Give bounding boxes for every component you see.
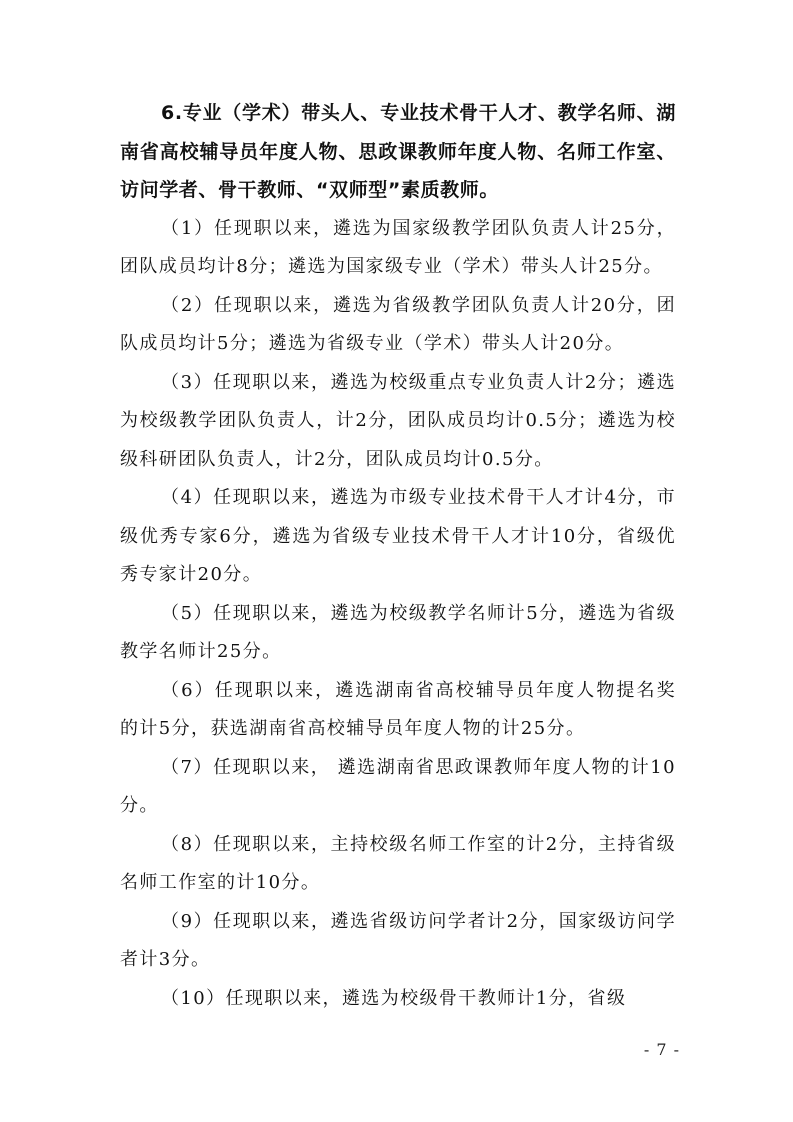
page-number: - 7 -	[643, 1040, 680, 1059]
paragraph-item-2: （2）任现职以来，遴选为省级教学团队负责人计20分，团队成员均计5分；遴选为省级专业（学术）带头人计20分。	[120, 294, 676, 354]
paragraph-item-7: （7）任现职以来， 遴选湖南省思政课教师年度人物的计10分。	[120, 756, 676, 816]
paragraph-item-8: （8）任现职以来，主持校级名师工作室的计2分，主持省级名师工作室的计10分。	[120, 833, 676, 893]
paragraph-item-3: （3）任现职以来，遴选为校级重点专业负责人计2分；遴选为校级教学团队负责人，计2分，团队成员均计0.5分；遴选为校级科研团队负责人，计2分，团队成员均计0.5分。	[120, 371, 676, 470]
paragraph-item-4: （4）任现职以来，遴选为市级专业技术骨干人才计4分，市级优秀专家6分，遴选为省级专业技术骨干人才计10分，省级优秀专家计20分。	[120, 487, 676, 585]
document-body	[120, 94, 676, 1018]
paragraph-item-5: （5）任现职以来，遴选为校级教学名师计5分，遴选为省级教学名师计25分。	[120, 602, 676, 662]
paragraph-item-6: （6）任现职以来，遴选湖南省高校辅导员年度人物提名奖的计5分，获选湖南省高校辅导员年度人物的计25分。	[120, 679, 676, 739]
paragraph-item-9: （9）任现职以来，遴选省级访问学者计2分，国家级访问学者计3分。	[120, 910, 676, 970]
paragraph-item-10: （10）任现职以来，遴选为校级骨干教师计1分，省级	[161, 987, 627, 1009]
section-heading: 6.专业（学术）带头人、专业技术骨干人才、教学名师、湖南省高校辅导员年度人物、思政课教师年度人物、名师工作室、访问学者、骨干教师、“双师型”素质教师。	[120, 102, 676, 201]
paragraph-item-1: （1）任现职以来，遴选为国家级教学团队负责人计25分，团队成员均计8分；遴选为国家级专业（学术）带头人计25分。	[120, 217, 676, 277]
